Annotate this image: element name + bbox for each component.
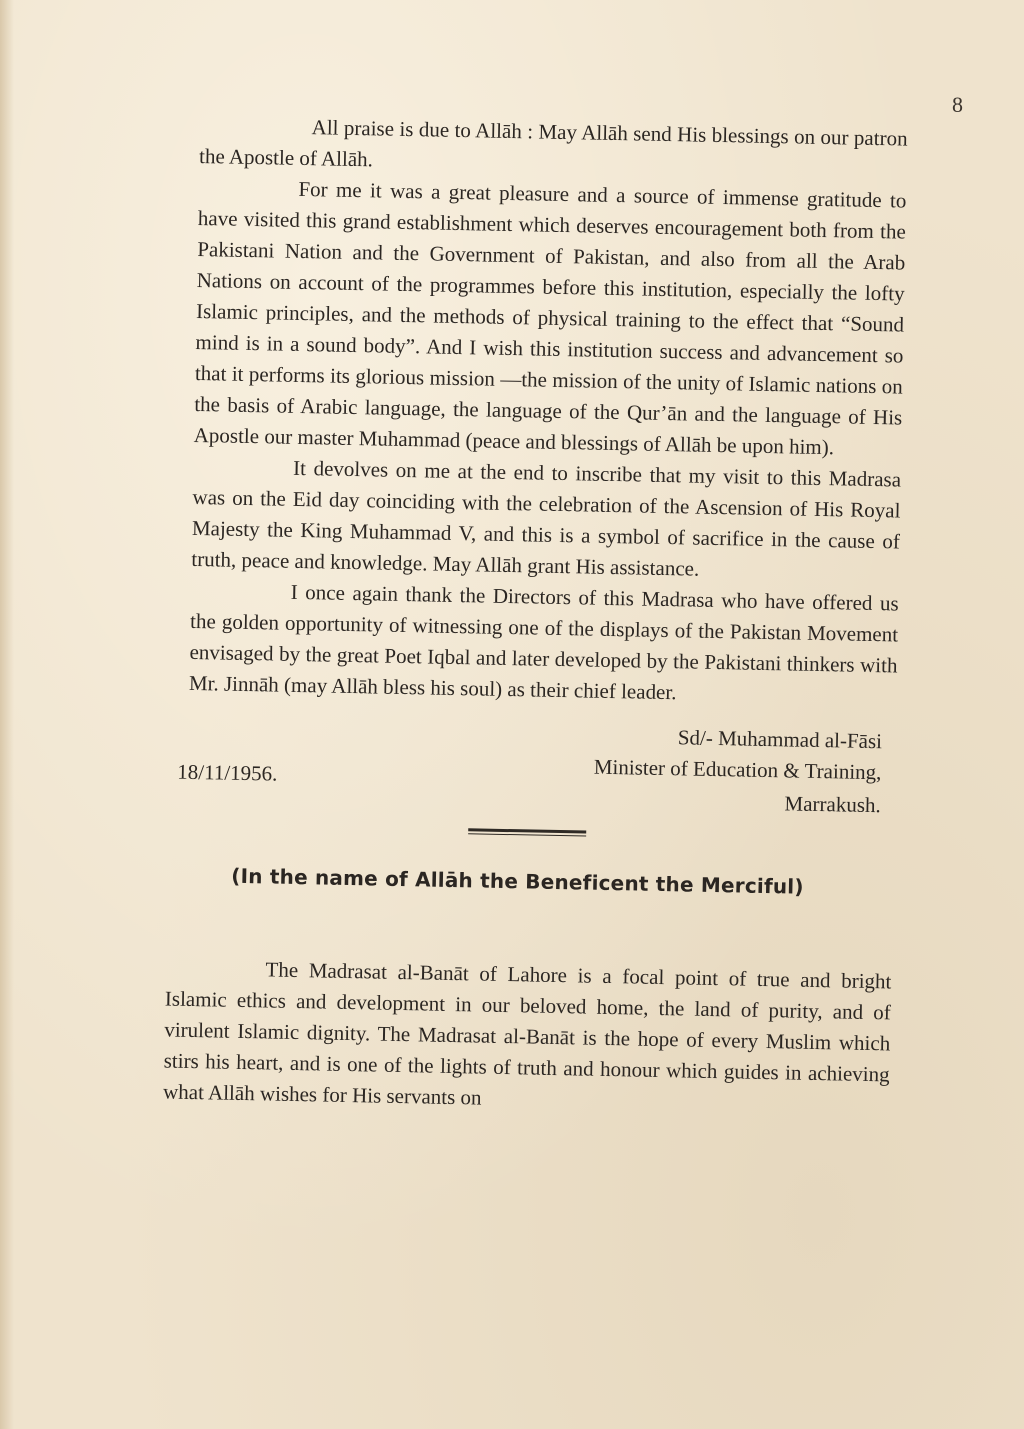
page-body — [162, 110, 908, 1121]
signature-date: 18/11/1956. — [177, 759, 278, 786]
letter-paragraph-4: I once again thank the Directors of this Madrasa who have offered us the golden opportunity of witnessing one of the displays of the Pakistan Movement envisaged by the great Poet Iqbal and later developed by the Pakistani thinkers with Mr. Jinnāh (may Allāh bless his soul) as their chief leader. — [188, 579, 899, 705]
letter-paragraph-2: For me it was a great pleasure and a source of immense gratitude to have visited this grand establishment which deserves encouragement both from the Pakistani Nation and the Government of Pakistan, and also from all the Arab Nations on account of the programmes before this institution, especially the lofty Islamic principles, and the methods of physical training to the effect that “Sound mind is in a sound body”. And I wish this institution success and advancement so that it performs its glorious mission —the mission of the unity of Islamic nations on the basis of Arabic language, the language of the Qur’ān and the language of His Apostle our master Muhammad (peace and blessings of Allāh be upon him). — [193, 176, 907, 460]
signature-name: Sd/- Muhammad al-Fāsi — [677, 725, 883, 754]
page-number: 8 — [952, 92, 963, 117]
section-paragraph: The Madrasat al-Banāt of Lahore is a focal point of true and bright Islamic ethics and development in our beloved home, the land of purity, and of virulent Islamic dignity. The Madrasat al-Banāt is the hope of every Muslim which stirs his heart, and is one of the lights of truth and honour which guides in achieving what Allāh wishes for His servants on — [162, 957, 892, 1110]
signature-place: Marrakush. — [784, 791, 882, 818]
section-divider — [468, 828, 586, 836]
section-heading: (In the name of Allāh the Beneficent the Merciful) — [231, 863, 804, 899]
letter-paragraph-3: It devolves on me at the end to inscribe that my visit to this Madrasa was on the Eid day coinciding with the celebration of the Ascension of His Royal Majesty the King Muhammad V, and this is a symbol of sacrifice in the cause of truth, peace and knowledge. May Allāh grant His assistance. — [191, 455, 902, 581]
page-edge-shadow — [0, 0, 14, 1429]
signature-title: Minister of Education & Training, — [593, 754, 882, 785]
signature-block — [177, 713, 897, 827]
letter-paragraph-1: All praise is due to Allāh : May Allāh send His blessings on our patron the Apostle of Allāh. — [198, 115, 908, 172]
